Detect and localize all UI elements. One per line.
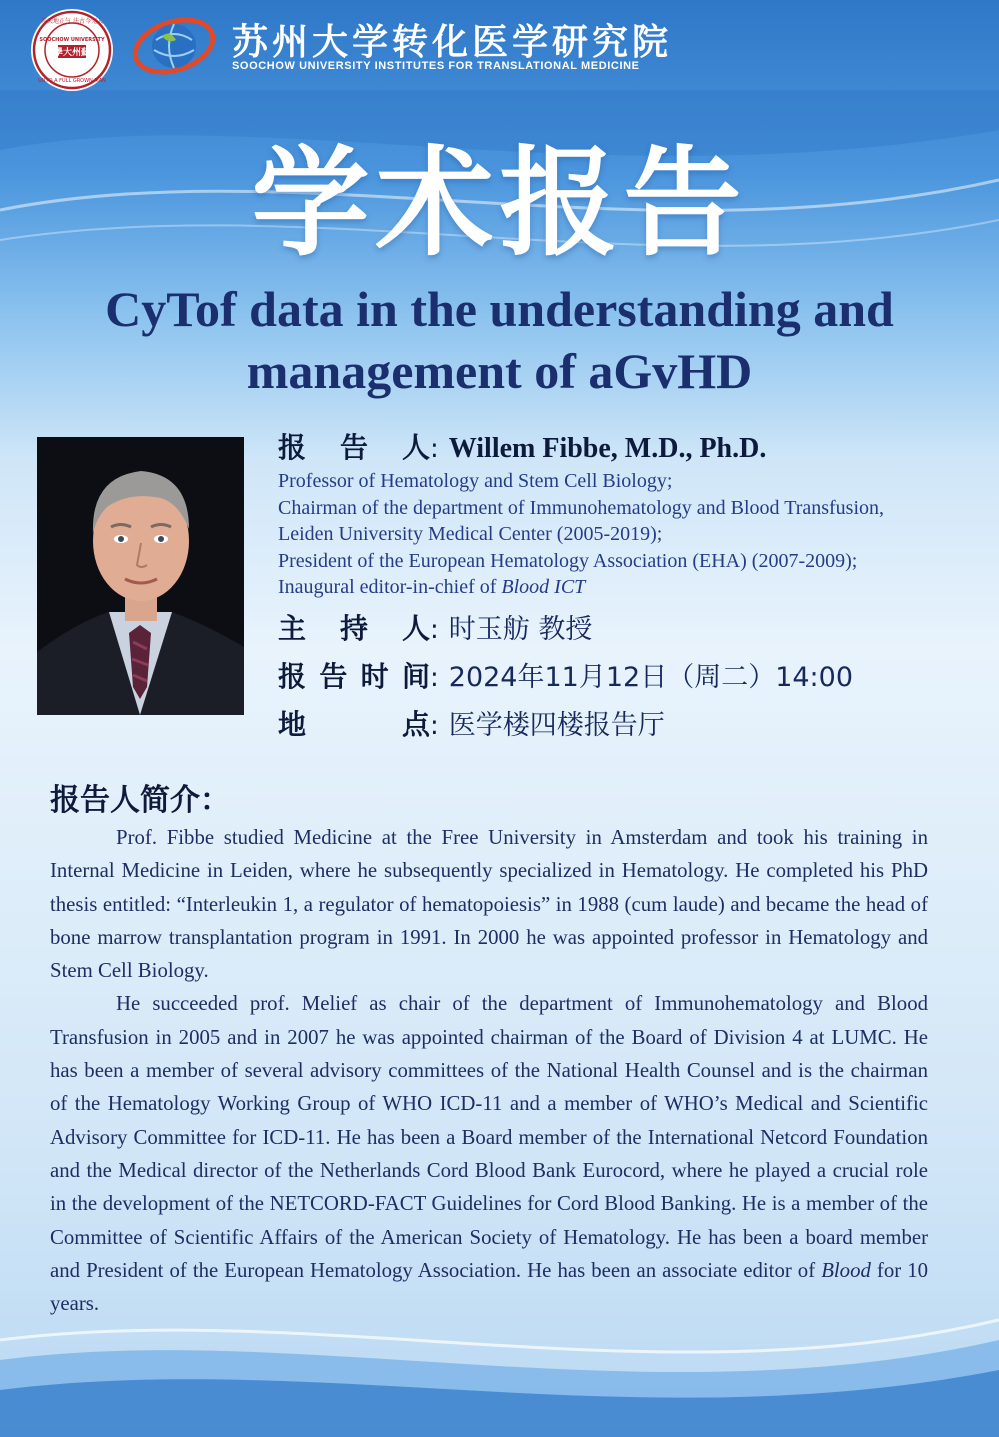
place-row: 地 点 : 医学楼四楼报告厅: [278, 703, 884, 743]
time-value: 2024年11月12日（周二）14:00: [448, 661, 854, 693]
bottom-wave-decoration: [0, 1300, 999, 1437]
time-label: 报 告 时 间: [278, 659, 430, 693]
banner-title: 学术报告: [251, 134, 748, 272]
institute-globe-logo: [132, 10, 216, 80]
svg-text:UNTO A FULL GROWN MAN: UNTO A FULL GROWN MAN: [38, 78, 106, 84]
svg-text:學大州蘇: 學大州蘇: [53, 48, 91, 58]
credential-line: Leiden University Medical Center (2005-2019);: [278, 523, 663, 545]
credential-line: Chairman of the department of Immunohematology and Blood Transfusion,: [278, 496, 885, 519]
credential-line: Professor of Hematology and Stem Cell Biology;: [278, 470, 673, 492]
speaker-photo: [37, 437, 244, 715]
journal-name: Blood: [821, 1258, 871, 1282]
journal-name: Blood ICT: [501, 576, 586, 598]
place-value: 医学楼四楼报告厅: [448, 709, 665, 741]
speaker-label: 报 告 人: [278, 431, 430, 464]
host-label: 主 持 人: [278, 611, 430, 645]
talk-title: CyTof data in the understanding and management of aGvHD: [105, 281, 894, 399]
bio-text: [50, 821, 928, 1320]
bio-heading: 报告人简介：: [50, 783, 230, 818]
bio-paragraph: Prof. Fibbe studied Medicine at the Free University in Amsterdam and took his training in Internal Medicine in Leiden, where he subsequently specialized in Hematology. He completed his PhD thesis entitled: “Interleukin 1, a regulator of hematopoiesis” in 1988 (cum laude) and became the head of bone marrow transplantation program in 1991. In 2000 he was appointed professor in Hematology and Stem Cell Biology.: [50, 826, 928, 983]
institute-name-cn: 苏州大学转化医学研究院: [232, 21, 673, 63]
time-row: 报 告 时 间 : 2024年11月12日（周二）14:00: [278, 655, 884, 695]
institute-name-en: SOOCHOW UNIVERSITY INSTITUTES FOR TRANSLATIONAL MEDICINE: [232, 60, 640, 72]
host-value: 时玉舫 教授: [448, 613, 593, 645]
credential-line: President of the European Hematology Association (EHA) (2007-2009);: [278, 549, 858, 572]
bio-paragraph: He succeeded prof. Melief as chair of the department of Immunohematology and Blood Transfusion in 2005 and in 2007 he was appointed chairman of the Board of Division 4 at LUMC. He has been a member of several advisory committees of the National Health Counsel and is the chairman of the Hematology Working Group of WHO ICD-11 and a member of WHO’s Medical and Scientific Advisory Committee for ICD-11. He has been a Board member of the International Netcord Foundation and the Medical director of the Netherlands Cord Blood Bank Eurocord, where he played a crucial role in the development of the NETCORD-FACT Guidelines for Cord Blood Banking. He is a member of the Committee of Scientific Affairs of the American Society of Hematology. He has been a board member and President of the European Hematology Association. He has been an associate editor of Blood for 10 years.: [50, 992, 928, 1316]
speaker-credentials: [278, 468, 884, 601]
svg-text:SOOCHOW UNIVERSITY: SOOCHOW UNIVERSITY: [39, 37, 105, 43]
talk-info: [278, 426, 884, 743]
place-label: 地 点: [278, 707, 430, 741]
svg-text:养天地正气 法古今完人: 养天地正气 法古今完人: [41, 18, 103, 25]
speaker-row: 报 告 人 : Willem Fibbe, M.D., Ph.D.: [278, 426, 884, 466]
soochow-university-seal-logo: [30, 8, 114, 92]
host-row: 主 持 人 : 时玉舫 教授: [278, 607, 884, 647]
speaker-name: Willem Fibbe, M.D., Ph.D.: [448, 433, 767, 464]
credential-line: Inaugural editor-in-chief of Blood ICT: [278, 576, 586, 598]
